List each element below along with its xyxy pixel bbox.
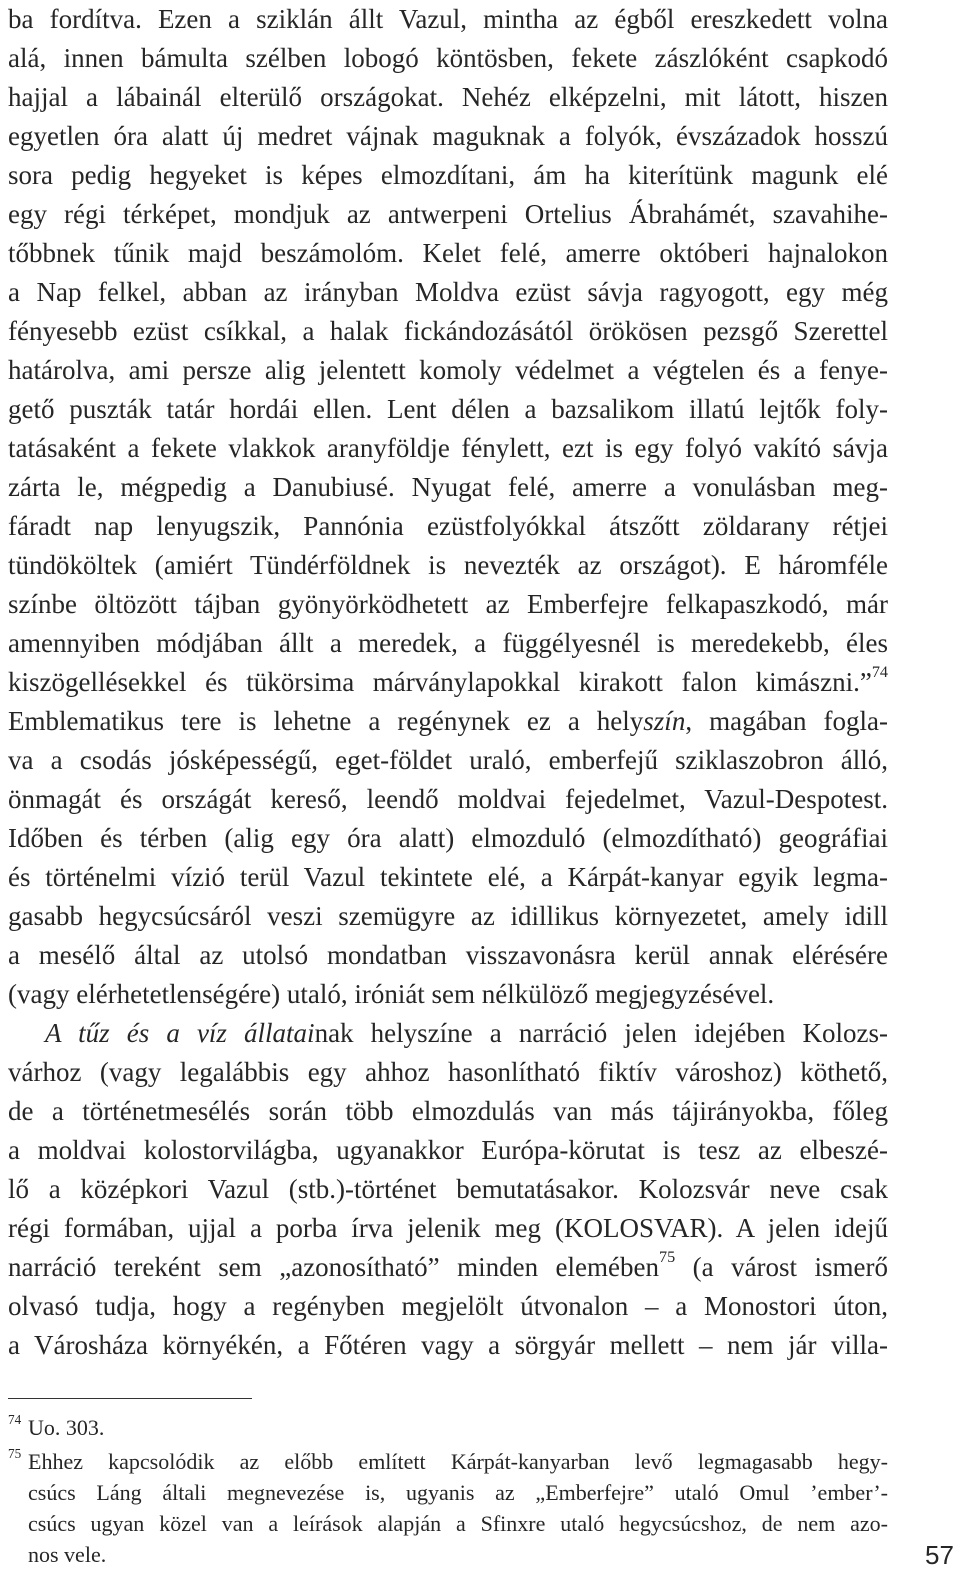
footnote-74: $^{74}$ Uo. 303. xyxy=(8,1411,105,1440)
text-line: és történelmi vízió terül Vazul tekintete elé, a Kárpát-kanyar egyik legma- xyxy=(8,862,888,892)
text-line: ba fordítva. Ezen a sziklán állt Vazul, mintha az égből ereszkedett volna xyxy=(8,4,888,34)
text-span: kiszögellésekkel és tükörsima márványlapokkal kirakott falon kimászni.” xyxy=(8,667,872,697)
text-span: Emblematikus tere is lehetne a regénynek ez a hely xyxy=(8,706,644,736)
text-line: egyetlen óra alatt új medret vájnak maguknak a folyók, évszázadok hosszú xyxy=(8,121,888,151)
text-line: tőbbnek tűnik majd beszámolóm. Kelet felé, amerre októberi hajnalokon xyxy=(8,238,888,268)
text-line: alá, innen bámulta szélben lobogó köntösben, fekete zászlóként csapkodó xyxy=(8,43,888,73)
text-line: zárta le, mégpedig a Danubiusé. Nyugat felé, amerre a vonulásban meg- xyxy=(8,472,888,502)
text-line: fáradt nap lenyugszik, Pannónia ezüstfolyókkal átszőtt zöldarany rétjei xyxy=(8,511,888,541)
text-line: a mesélő által az utolsó mondatban visszavonásra kerül annak elérésére xyxy=(8,940,888,970)
text-line: olvasó tudja, hogy a regényben megjelölt útvonalon – a Monostori úton, xyxy=(8,1291,888,1321)
text-line xyxy=(8,702,888,741)
text-line: határolva, ami persze alig jelentett komoly védelmet a végtelen és a fenye- xyxy=(8,355,888,385)
text-line: a moldvai kolostorvilágba, ugyanakkor Európa-körutat is tesz az elbeszé- xyxy=(8,1135,888,1165)
text-span: , magában fogla- xyxy=(685,706,889,736)
text-line: a Nap felkel, abban az irányban Moldva ezüst sávja ragyogott, egy még xyxy=(8,277,888,307)
text-line: tatásaként a fekete vlakkok aranyföldje fénylett, ezt is egy folyó vakító sávja xyxy=(8,433,888,463)
text-line: va a csodás jósképességű, eget-földet uraló, emberfejű sziklaszobron álló, xyxy=(8,745,888,775)
text-line: sora pedig hegyeket is képes elmozdítani, ám ha kiterítünk magunk elé xyxy=(8,160,888,190)
text-line xyxy=(8,1014,888,1053)
footnote-text-line: csúcs ugyan közel van a leírások alapján a Sfinxre utaló hegycsúcshoz, de nem azo- xyxy=(28,1511,888,1536)
text-line: hajjal a lábainál elterülő országokat. Nehéz elképzelni, mit látott, hiszen xyxy=(8,82,888,112)
footnote-text-line: csúcs Láng általi megnevezése is, ugyanis az „Emberfejre” utaló Omul ’ember’- xyxy=(28,1480,888,1505)
text-line: a Városháza környékén, a Főtéren vagy a sörgyár mellett – nem jár villa- xyxy=(8,1330,888,1360)
italic-title: A tűz és a víz állatai xyxy=(45,1018,315,1048)
text-line: (vagy elérhetetlenségére) utaló, iróniát sem nélkülöző megjegyzésével. xyxy=(8,979,775,1009)
text-line xyxy=(8,1248,888,1287)
text-line: de a történetmesélés során több elmozdulás van más tájirányokba, főleg xyxy=(8,1096,888,1126)
text-line: várhoz (vagy legalábbis egy ahhoz hasonlítható fiktív városhoz) köthető, xyxy=(8,1057,888,1087)
italic-text: szín xyxy=(643,706,686,736)
text-line: amennyiben módjában állt a meredek, a függélyesnél is meredekebb, éles xyxy=(8,628,888,658)
footnote-text: Uo. 303. xyxy=(28,1415,105,1440)
text-line: egy régi térképet, mondjuk az antwerpeni Ortelius Ábrahámét, szavahihe- xyxy=(8,199,888,229)
text-line: gasabb hegycsúcsáról veszi szemügyre az idillikus környezetet, amely idill xyxy=(8,901,888,931)
text-span: narráció tereként sem „azonosítható” minden elemében xyxy=(8,1252,659,1282)
text-line xyxy=(8,663,888,702)
text-line: fényesebb ezüst csíkkal, a halak fickándozásától örökösen pezsgő Szerettel xyxy=(8,316,888,346)
text-line: régi formában, ujjal a porba írva jelenik meg (KOLOSVAR). A jelen idejű xyxy=(8,1213,888,1243)
footnote-separator xyxy=(8,1398,252,1399)
footnote-reference: 75 xyxy=(659,1248,676,1267)
text-line: gető puszták tatár hordái ellen. Lent délen a bazsalikom illatú lejtők foly- xyxy=(8,394,888,424)
text-line: tündököltek (amiért Tündérföldnek is nevezték az országot). E háromféle xyxy=(8,550,888,580)
footnote-75: $^{75}$ Ehhez kapcsolódik az előbb említett Kárpát-kanyarban levő legmagasabb hegy- xyxy=(8,1445,888,1474)
text-span: (a várost ismerő xyxy=(675,1252,888,1282)
footnote-text-line: nos vele. xyxy=(28,1542,107,1567)
text-line: önmagát és országát kereső, leendő moldvai fejedelmet, Vazul-Despotest. xyxy=(8,784,888,814)
text-line: Időben és térben (alig egy óra alatt) elmozduló (elmozdítható) geográfiai xyxy=(8,823,888,853)
page-number: 57 xyxy=(925,1540,954,1570)
text-line: színbe öltözött tájban gyönyörködhetett az Emberfejre felkapaszkodó, már xyxy=(8,589,888,619)
text-span: nak helyszíne a narráció jelen idejében Kolozs- xyxy=(314,1018,888,1048)
footnote-reference: 74 xyxy=(871,663,888,682)
text-line: lő a középkori Vazul (stb.)-történet bemutatásakor. Kolozsvár neve csak xyxy=(8,1174,888,1204)
footnote-text: Ehhez kapcsolódik az előbb említett Kárpát-kanyarban levő legmagasabb hegy- xyxy=(28,1449,888,1474)
